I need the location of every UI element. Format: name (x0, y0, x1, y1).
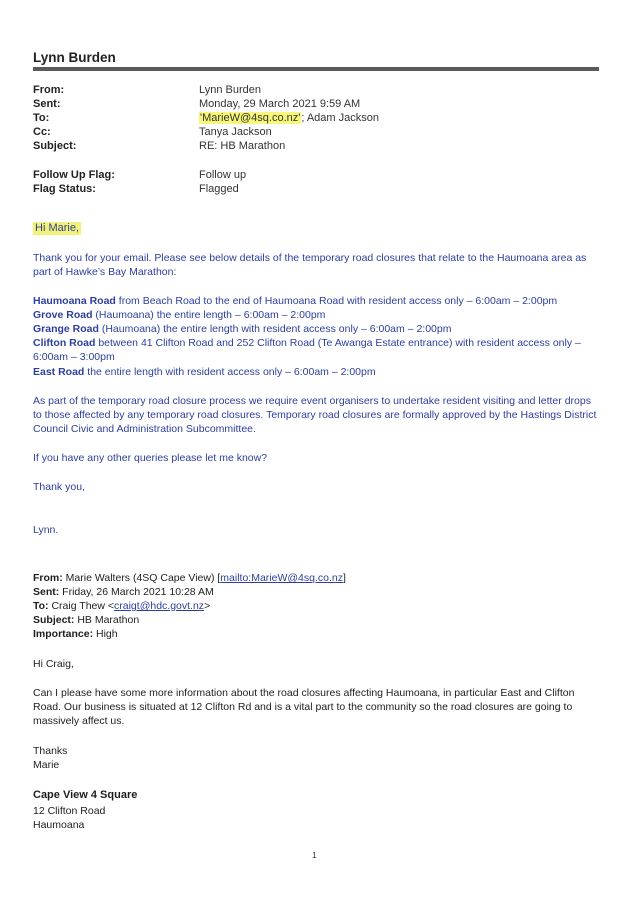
follow-up-flag-value: Follow up (199, 169, 247, 181)
cc-label: Cc: (33, 126, 51, 138)
fwd-to-email-link[interactable]: craigt@hdc.govt.nz (114, 600, 205, 612)
fwd-from-value: Marie Walters (4SQ Cape View) [ (62, 572, 221, 584)
fwd-from-end: ] (343, 572, 346, 584)
closure-road: Haumoana Road (33, 295, 116, 307)
closure-item (33, 336, 598, 364)
closure-detail: (Haumoana) the entire length with resident access only – 6:00am – 2:00pm (98, 323, 452, 335)
fwd-from-mailto-link[interactable]: mailto:MarieW@4sq.co.nz (220, 572, 343, 584)
sender-name: Lynn Burden (33, 50, 116, 65)
subject-label: Subject: (33, 140, 77, 152)
from-label: From: (33, 84, 65, 96)
fwd-sent-label: Sent: (33, 586, 60, 598)
reply-intro: Thank you for your email. Please see below details of the temporary road closures that relate to the Haumoana area as part of Hawke’s Bay Marathon: (33, 252, 587, 279)
fwd-to-value: Craig Thew < (48, 600, 115, 612)
fwd-thanks: Thanks (33, 745, 68, 757)
closure-road: Clifton Road (33, 337, 96, 349)
fwd-subject-label: Subject: (33, 614, 75, 626)
fwd-sent-value: Friday, 26 March 2021 10:28 AM (59, 586, 214, 598)
closure-road: Grove Road (33, 309, 93, 321)
fwd-to-row (33, 600, 210, 614)
closure-road: East Road (33, 366, 85, 378)
closure-item (33, 308, 598, 322)
flag-status-label: Flag Status: (33, 183, 96, 195)
fwd-subject-value: HB Marathon (74, 614, 140, 626)
page-number: 1 (312, 850, 317, 860)
reply-queries: If you have any other queries please let me know? (33, 452, 268, 464)
to-highlighted-address[interactable]: 'MarieW@4sq.co.nz' (200, 112, 301, 124)
fwd-importance-label: Importance: (33, 628, 94, 640)
fwd-importance-row (33, 628, 118, 642)
reply-greeting (33, 222, 81, 234)
fwd-to-label: To: (33, 600, 49, 612)
sent-value: Monday, 29 March 2021 9:59 AM (199, 98, 361, 110)
greeting-highlight: Hi Marie, (35, 222, 80, 234)
closure-detail: the entire length with resident access only – 6:00am – 2:00pm (84, 366, 376, 378)
closure-detail: between 41 Clifton Road and 252 Clifton Road (Te Awanga Estate entrance) with resident access only – 6:00am – 3:00pm (33, 337, 581, 364)
signature-address-line2: Haumoana (33, 819, 85, 831)
fwd-importance-value: High (93, 628, 118, 640)
reply-signoff: Lynn. (33, 524, 59, 536)
cc-value: Tanya Jackson (199, 126, 272, 138)
to-rest: ; Adam Jackson (301, 112, 379, 124)
closure-detail: from Beach Road to the end of Haumoana Road with resident access only – 6:00am – 2:00pm (115, 295, 558, 307)
header-divider (33, 67, 599, 71)
fwd-greeting: Hi Craig, (33, 658, 74, 670)
reply-thanks: Thank you, (33, 481, 85, 493)
closure-detail: (Haumoana) the entire length – 6:00am – 2:00pm (92, 309, 326, 321)
fwd-body: Can I please have some more information about the road closures affecting Haumoana, in particular East and Clifton Road. Our business is situated at 12 Clifton Rd and is a vital part to the community so the road closures are going to massively affect us. (33, 687, 575, 728)
reply-process-paragraph: As part of the temporary road closure process we require event organisers to undertake resident visiting and letter drops to those affected by any temporary road closures. Temporary road closures are formally approved by the Hastings District Council Civic and Administration Subcommittee. (33, 395, 597, 436)
flag-status-value: Flagged (199, 183, 239, 195)
fwd-name: Marie (33, 759, 60, 771)
to-label: To: (33, 112, 50, 124)
signature-address-line1: 12 Clifton Road (33, 805, 106, 817)
closure-road: Grange Road (33, 323, 99, 335)
sent-label: Sent: (33, 98, 61, 110)
closure-item (33, 322, 598, 336)
subject-value: RE: HB Marathon (199, 140, 286, 152)
follow-up-flag-label: Follow Up Flag: (33, 169, 115, 181)
fwd-sent-row (33, 586, 214, 600)
fwd-to-end: > (204, 600, 211, 612)
fwd-subject-row (33, 614, 139, 628)
closure-item (33, 294, 598, 308)
fwd-from-label: From: (33, 572, 63, 584)
from-value: Lynn Burden (199, 84, 261, 96)
fwd-from-row (33, 572, 346, 586)
signature-title: Cape View 4 Square (33, 789, 138, 801)
to-value (199, 111, 379, 125)
closure-item (33, 365, 598, 379)
